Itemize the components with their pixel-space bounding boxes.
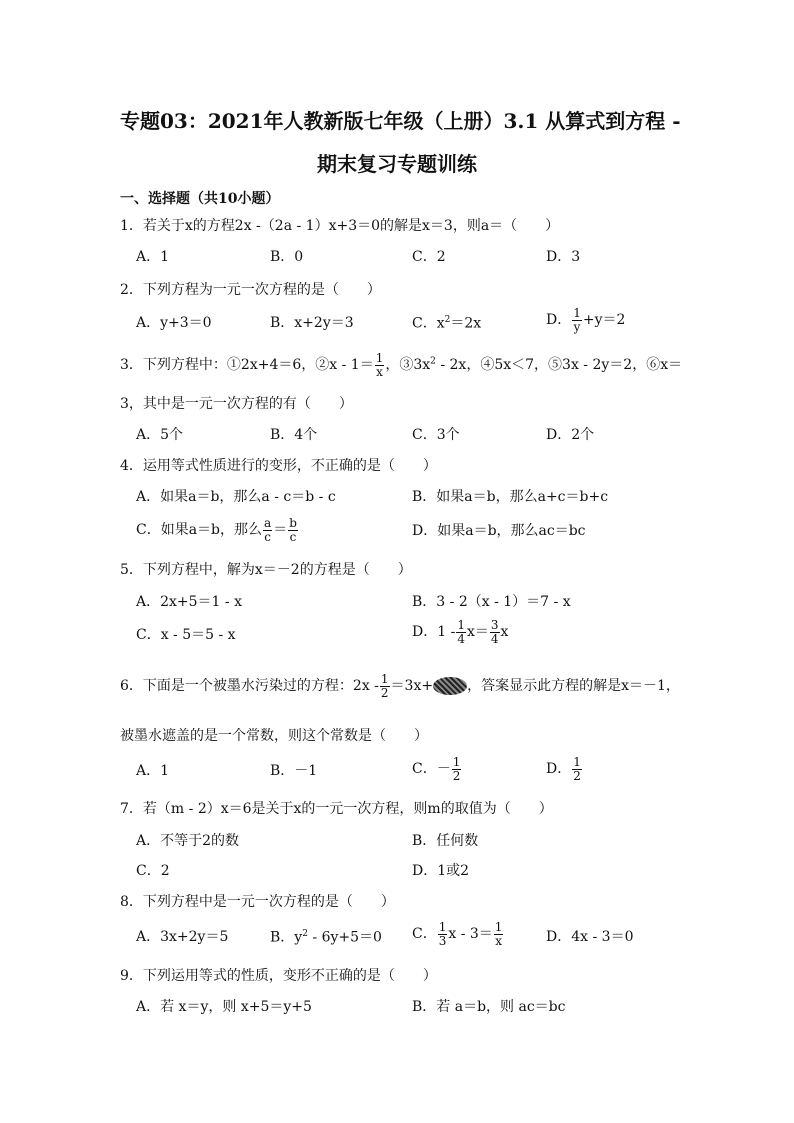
q1-option-b: B．0 [270,249,304,265]
question-8: 8．下列方程中是一元一次方程的是（ ） [120,894,395,910]
question-5: 5．下列方程中，解为x＝－2的方程是（ ） [120,562,412,578]
q6-option-c: C．－ $\frac{1}{2}$ [412,755,461,783]
q6-option-d: D． $\frac{1}{2}$ [546,755,581,783]
q8-option-a: A．3x+2y＝5 [136,929,229,945]
q3-option-c: C．3个 [412,427,460,443]
q1-option-a: A．1 [136,249,170,265]
q7-option-d: D．1或2 [412,863,470,879]
q5-option-d: D．1 - $\frac{1}{4}$ x＝ $\frac{3}{4}$ x [412,618,509,646]
question-4: 4．运用等式性质进行的变形，不正确的是（ ） [120,458,437,474]
q1-option-c: C．2 [412,249,446,265]
q2-option-c: C．$x^2=2x$ [412,315,482,332]
q8-option-d: D．4x - 3＝0 [546,929,634,945]
q9-option-b: B．若 a＝b，则 ac＝bc [412,999,566,1015]
q7-option-b: B．任何数 [412,833,479,849]
question-7: 7．若（m - 2）x＝6是关于x的一元一次方程，则m的取值为（ ） [120,801,553,817]
title-line-1: 专题03：2021年人教新版七年级（上册）3.1 从算式到方程 - [120,109,681,133]
q5-option-b: B．3 - 2（x - 1）＝7 - x [412,594,571,610]
q5-option-a: A．2x+5＝1 - x [136,594,242,610]
question-3-cont: 3，其中是一元一次方程的有（ ） [120,396,353,412]
q2-option-d: D． $\frac{1}{y}$ +y＝2 [546,306,626,334]
question-6-cont: 被墨水遮盖的是一个常数，则这个常数是（ ） [120,728,428,744]
q2-option-a: A．y+3＝0 [136,315,212,331]
question-1: 1．若关于x的方程2x -（2a - 1）x+3＝0的解是x＝3，则a＝（ ） [120,218,560,234]
q3-option-b: B．4个 [270,427,318,443]
title-line-2: 期末复习专题训练 [317,152,477,176]
q7-option-c: C．2 [136,863,170,879]
q7-option-a: A．不等于2的数 [136,833,240,849]
q3-option-d: D．2个 [546,427,595,443]
q3-option-a: A．5个 [136,427,184,443]
question-9: 9．下列运用等式的性质，变形不正确的是（ ） [120,968,437,984]
q4-option-a: A．如果a＝b，那么a - c＝b - c [136,489,336,505]
q4-option-c: C．如果a＝b，那么 $\frac{a}{c}$ ＝ $\frac{b}{c}$ [136,516,297,544]
q4-option-b: B．如果a＝b，那么a+c＝b+c [412,489,609,505]
q6-option-b: B．－1 [270,763,318,779]
section-heading: 一、选择题（共10小题） [120,191,280,207]
q4-option-d: D．如果a＝b，那么ac＝bc [412,523,586,539]
q2-option-b: B．x+2y＝3 [270,315,354,331]
question-3: 3．下列方程中：①2x+4＝6，②x - 1＝ $\frac{1}{x}$ ，$③3x^2 - 2x$，④5x＜7，⑤3x - 2y＝2，⑥x＝ [120,351,683,379]
ink-blot-icon [433,677,467,695]
q8-option-b: B．$y^2 - 6y+5=0$ [270,929,382,946]
q6-option-a: A．1 [136,763,170,779]
question-2: 2．下列方程为一元一次方程的是（ ） [120,282,381,298]
q1-option-d: D．3 [546,249,581,265]
q8-option-c: C． $\frac{1}{3}$ x - 3＝ $\frac{1}{x}$ [412,920,503,948]
q5-option-c: C．x - 5＝5 - x [136,627,236,643]
question-6: 6．下面是一个被墨水污染过的方程：2x - $\frac{1}{2}$ ＝3x+ ，答案显示此方程的解是x＝－1， [120,672,680,700]
q9-option-a: A．若 x＝y，则 x+5＝y+5 [136,999,312,1015]
